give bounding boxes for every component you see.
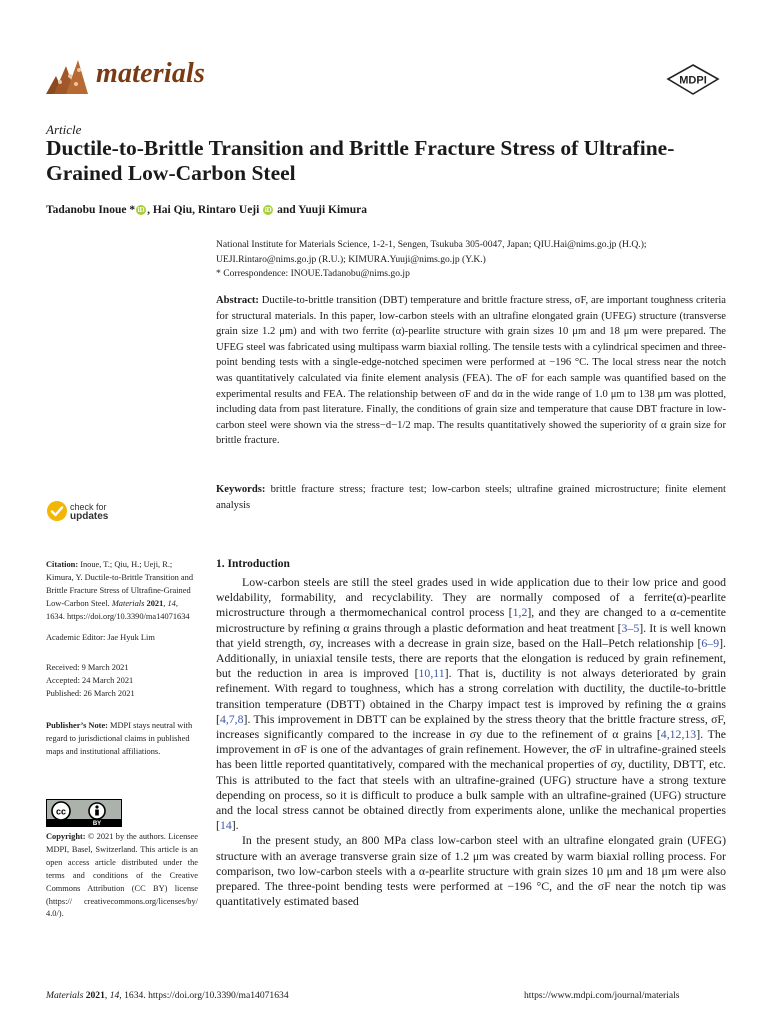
copyright-notice: Copyright: © 2021 by the authors. Licensee MDPI, Basel, Switzerland. This article is an open access article distributed under the terms and conditions of the Creative Commons Attribution (CC BY) license (https:// creativecommons.org/licenses/by/ 4.0/). (46, 832, 198, 919)
abstract-label: Abstract: (216, 295, 259, 306)
section-heading: 1. Introduction (216, 558, 290, 570)
svg-text:cc: cc (55, 806, 67, 817)
publisher-note: Publisher’s Note: MDPI stays neutral with regard to jurisdictional claims in published maps and institutional affiliations. (46, 721, 193, 756)
citation-block: Citation: Inoue, T.; Qiu, H.; Ueji, R.; Kimura, Y. Ductile-to-Brittle Transition and Brittle Fracture Stress of Ultrafine-Grained Low-Carbon Steel. Materials 2021, 14, 1634. https://doi.org/10.3390/ma14071634 (46, 560, 194, 621)
reference-link[interactable]: 10,11 (418, 666, 445, 681)
affiliations (216, 238, 726, 282)
reference-link[interactable]: 14 (219, 818, 232, 833)
affiliation-line: UEJI.Rintaro@nims.go.jp (R.U.); KIMURA.Yuuji@nims.go.jp (Y.K.) (216, 253, 486, 265)
keywords-text: brittle fracture stress; fracture test; low-carbon steels; ultrafine grained microstructure; finite element analysis (216, 484, 726, 511)
paragraph: Low-carbon steels are still the steel grades used in wide application due to their low price and good weldability, formability, and recyclability. They are normally composed of a ferrite(α)-pearlite microstructure through a thermomechanical control process [1,2], and they are changed to a α-cementite microstructure by refining α grains through a plastic deformation and heat treatment [3–5]. It is well known that yield strength, σy, increases with a decrease in grain size, based on the Hall–Petch relationship [6–9]. Additionally, in uniaxial tensile tests, there are reports that the elongation is reduced by grain refinement, but the reduction in area is improved [10,11]. That is, ductility is not always deteriorated by grain refinement. With regard to toughness, which has a strong correlation with ductility, the ductile-to-brittle transition temperature (DBTT) obtained in the Charpy impact test is improved by refining the α grains [4,7,8]. This improvement in DBTT can be explained by the stress theory that the brittle fracture stress, σF, increases significantly compared to the increase in σy due to the refinement of α grains [4,12,13]. The improvement in σF is one of the advantages of grain refinement. However, the σF in ultrafine-grained steels has been little reported quantitatively, compared with the mechanical properties of σy, ductility, DBTT, etc. This is attributed to the fact that steels with an ultrafine-grained (UFG) structure have a strong texture depending on process, so it is difficult to produce a bulk sample with an ultrafine-grained (UFG) structure and the local stress cannot be obtained directly from experiments alone, unlike the mechanical properties [14]. (216, 575, 726, 833)
publisher-name: MDPI (679, 74, 707, 87)
author-name[interactable]: Rintaro Ueji (197, 204, 260, 216)
correspondence: * Correspondence: INOUE.Tadanobu@nims.go.jp (216, 268, 410, 280)
abstract (216, 293, 726, 449)
footer-journal-url[interactable]: https://www.mdpi.com/journal/materials (524, 990, 680, 1001)
cc-badge-label: BY (92, 821, 102, 826)
footer-citation: Materials 2021, 14, 1634. https://doi.org/10.3390/ma14071634 (46, 990, 289, 1001)
journal-name: materials (96, 58, 206, 89)
author-name[interactable]: Hai Qiu (152, 204, 193, 216)
reference-link[interactable]: 4,7,8 (219, 711, 244, 726)
keywords-label: Keywords: (216, 484, 266, 495)
author-name[interactable]: Tadanobu Inoue * (46, 204, 136, 216)
journal-logo-icon (46, 58, 88, 94)
academic-editor: Academic Editor: Jae Hyuk Lim (46, 633, 155, 642)
dates (46, 662, 198, 701)
orcid-icon[interactable]: iD (137, 206, 145, 214)
keywords (216, 482, 726, 513)
reference-link[interactable]: 6–9 (701, 635, 720, 650)
accepted-date: Accepted: 24 March 2021 (46, 675, 134, 685)
orcid-icon[interactable]: iD (264, 206, 272, 214)
author-name[interactable]: Yuuji Kimura (298, 204, 367, 216)
article-title: Ductile-to-Brittle Transition and Brittle Fracture Stress of Ultrafine-Grained Low-Carbon Steel (46, 136, 675, 185)
published-date: Published: 26 March 2021 (46, 688, 135, 698)
reference-link[interactable]: 1,2 (512, 605, 528, 620)
reference-link[interactable]: 3–5 (621, 620, 640, 635)
abstract-text: Ductile-to-brittle transition (DBT) temperature and brittle fracture stress, σF, are important toughness criteria for structural materials. In this paper, low-carbon steels with an ultrafine elongated grain (UFEG) structure (transverse grain size 1.2 μm) and with two ferrite (α)-pearlite structure with grain sizes 10 μm and 18 μm were prepared. The UFEG steel was fabricated using multipass warm biaxial rolling. The tensile tests with a cylindrical specimen and three-point bending tests with a single-edge-notched specimen were performed at −196 °C. The local stress near the notch was quantitatively calculated via finite element analysis (FEA). The σF for each sample was quantified based on the experimental results and FEA. The relationship between σF and dα in the wide range of 1.0 μm to 138 μm was plotted, including data from past literature. Finally, the conditions of grain size and temperature that cause DBT fracture in low-carbon steel were shown via the stress−d−1/2 map. The results quantitatively showed the superiority of α grain size for brittle fracture. (216, 295, 726, 447)
citation-doi[interactable]: , 1634. https://doi.org/10.3390/ma14071634 (46, 598, 190, 621)
introduction-body (216, 575, 726, 909)
mdpi-logo-icon (666, 64, 720, 96)
footer-doi[interactable]: , 1634. https://doi.org/10.3390/ma14071634 (119, 990, 289, 1001)
paragraph: In the present study, an 800 MPa class low-carbon steel with an ultrafine elongated grain (UFEG) structure with an average transverse grain size of 1.2 μm was created by warm biaxial rolling process. For comparison, two low-carbon steels with a α-pearlite structure with grain sizes 10 μm and 18 μm were also prepared. The three-point bending tests were performed at −196 °C, and the σF near the notch tip was quantitatively estimated based (216, 833, 726, 909)
affiliation-line: National Institute for Materials Science, 1-2-1, Sengen, Tsukuba 305-0047, Japan; QIU.Hai@nims.go.jp (H.Q.); (216, 239, 647, 250)
check-for-updates-icon[interactable] (46, 500, 68, 522)
article-type: Article (46, 122, 82, 137)
received-date: Received: 9 March 2021 (46, 663, 129, 672)
reference-link[interactable]: 4,12,13 (660, 727, 697, 742)
author-list: Tadanobu Inoue * iD , Hai Qiu, Rintaro Ueji iD and Yuuji Kimura (46, 204, 367, 216)
cc-by-license-badge[interactable] (46, 799, 122, 827)
check-for-updates-button[interactable]: check for updates (70, 502, 109, 522)
